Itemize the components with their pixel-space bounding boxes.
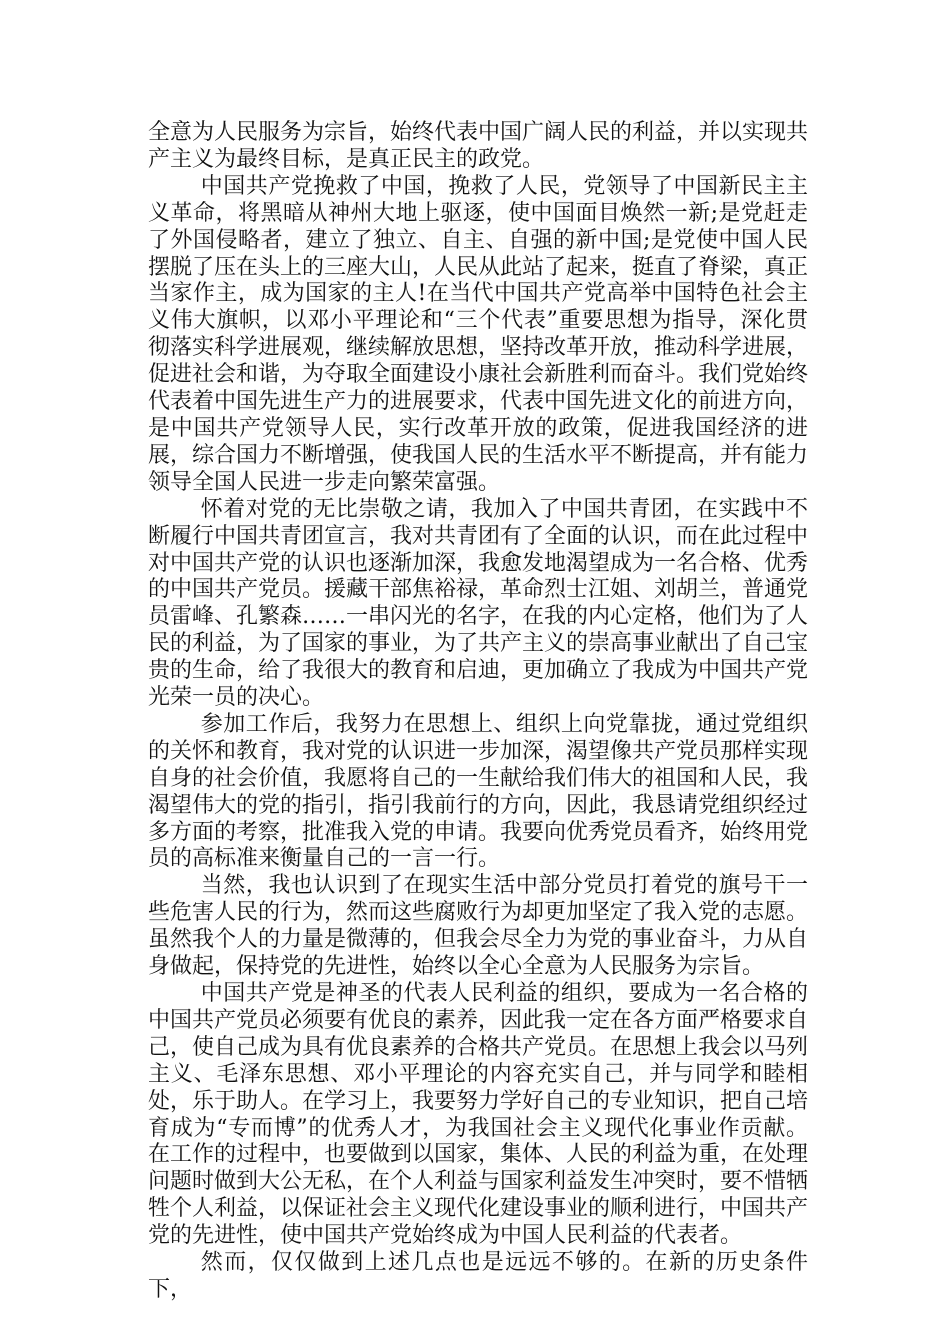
paragraph-party-history: 中国共产党挽救了中国，挽救了人民，党领导了中国新民主主义革命，将黑暗从神州大地上驱逐，使中国面目焕然一新;是党赶走了外国侵略者，建立了独立、自主、自强的新中国;是党使中国人民摆脱了压在头上的三座大山，人民从此站了起来，挺直了脊梁，真正当家作主，成为国家的主人!在当代中国共产党高举中国特色社会主义伟大旗帜，以邓小平理论和“三个代表”重要思想为指导，深化贯彻落实科学进展观，继续解放思想，坚持改革开放，推动科学进展，促进社会和谐，为夺取全面建设小康社会新胜利而奋斗。我们党始终代表着中国先进生产力的进展要求，代表中国先进文化的前进方向，是中国共产党领导人民，实行改革开放的政策，促进我国经济的进展，综合国力不断增强，使我国人民的生活水平不断提高，并有能力领导全国人民进一步走向繁荣富强。 xyxy=(148,173,809,495)
paragraph-youth-league: 怀着对党的无比崇敬之请，我加入了中国共青团，在实践中不断履行中国共青团宣言，我对共青团有了全面的认识，而在此过程中对中国共产党的认识也逐渐加深，我愈发地渴望成为一名合格、优秀的中国共产党员。援藏干部焦裕禄，革命烈士江姐、刘胡兰，普通党员雷峰、孔繁森……一串闪光的名字，在我的内心定格，他们为了人民的利益，为了国家的事业，为了共产主义的崇高事业献出了自己宝贵的生命，给了我很大的教育和启迪，更加确立了我成为中国共产党光荣一员的决心。 xyxy=(148,496,809,711)
document-page xyxy=(148,120,808,1304)
paragraph-closing-start: 然而，仅仅做到上述几点也是远远不够的。在新的历史条件下， xyxy=(148,1250,808,1302)
paragraph-continuation: 全意为人民服务为宗旨，始终代表中国广阔人民的利益，并以实现共产主义为最终目标，是真正民主的政党。 xyxy=(148,120,809,172)
paragraph-resolve: 当然，我也认识到了在现实生活中部分党员打着党的旗号干一些危害人民的行为，然而这些腐败行为却更加坚定了我入党的志愿。虽然我个人的力量是微薄的，但我会尽全力为党的事业奋斗，力从自身做起，保持党的先进性，始终以全心全意为人民服务为宗旨。 xyxy=(148,873,809,980)
paragraph-requirements: 中国共产党是神圣的代表人民利益的组织，要成为一名合格的中国共产党员必须要有优良的素养，因此我一定在各方面严格要求自己，使自己成为具有优良素养的合格共产党员。在思想上我会以马列主义、毛泽东思想、邓小平理论的内容充实自己，并与同学和睦相处，乐于助人。在学习上，我要努力学好自己的专业知识，把自己培育成为“专而博”的优秀人才，为我国社会主义现代化事业作贡献。在工作的过程中，也要做到以国家，集体、人民的利益为重，在处理问题时做到大公无私，在个人利益与国家利益发生冲突时，要不惜牺牲个人利益，以保证社会主义现代化建设事业的顺利进行，中国共产党的先进性，使中国共产党始终成为中国人民利益的代表者。 xyxy=(148,981,809,1249)
paragraph-work-application: 参加工作后，我努力在思想上、组织上向党靠拢，通过党组织的关怀和教育，我对党的认识进一步加深，渴望像共产党员那样实现自身的社会价值，我愿将自己的一生献给我们伟大的祖国和人民，我渴望伟大的党的指引，指引我前行的方向，因此，我恳请党组织经过多方面的考察，批准我入党的申请。我要向优秀党员看齐，始终用党员的高标准来衡量自己的一言一行。 xyxy=(148,711,809,872)
